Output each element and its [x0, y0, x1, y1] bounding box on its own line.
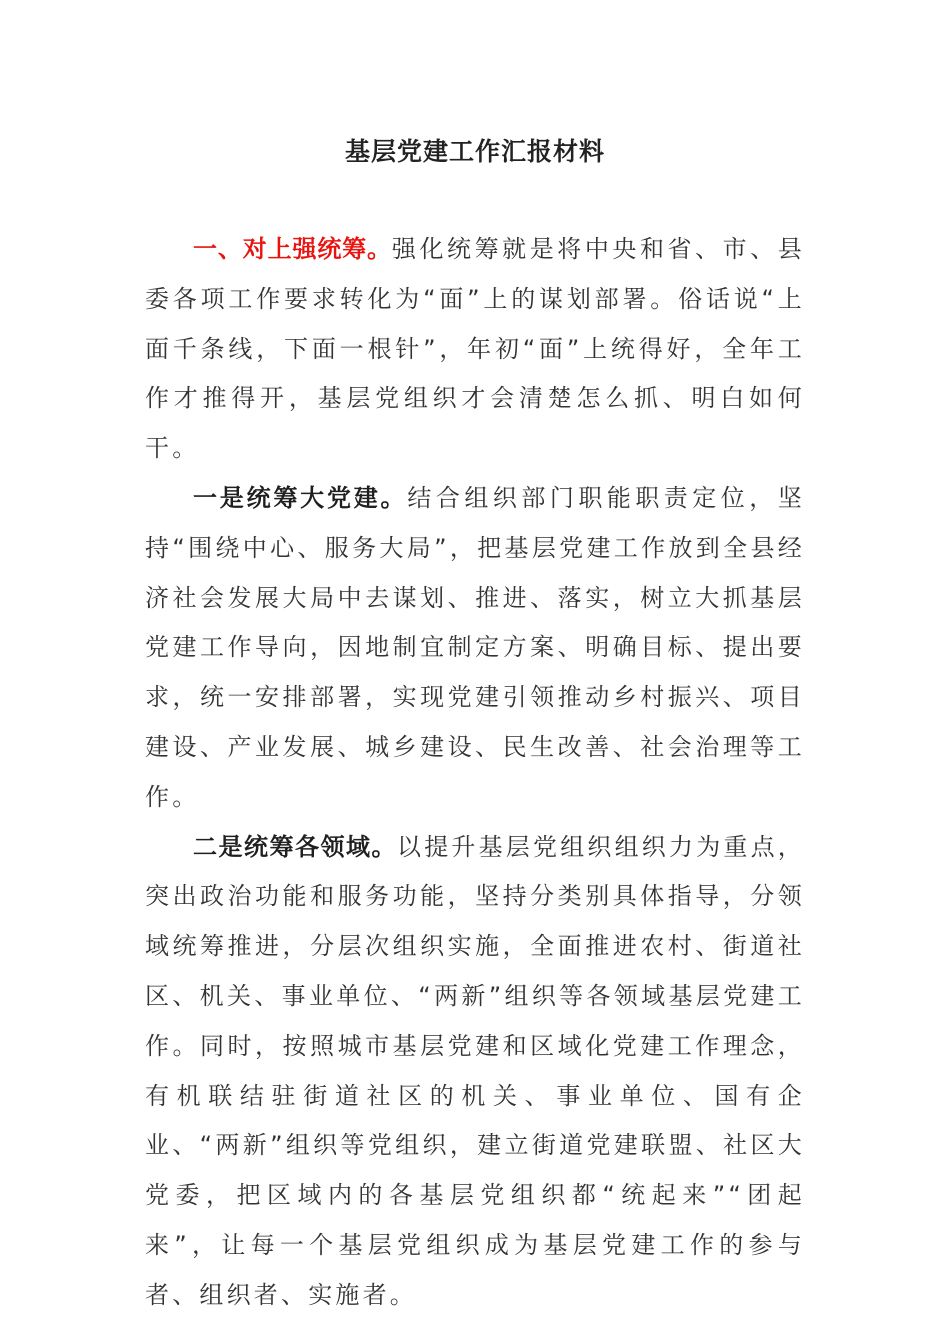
paragraph-text: 以提升基层党组织组织力为重点，突出政治功能和服务功能，坚持分类别具体指导，分领域统筹推进，分层次组织实施，全面推进农村、街道社区、机关、事业单位、“两新”组织等各领域基层党建工作。同时，按照城市基层党建和区域化党建工作理念，有机联结驻街道社区的机关、事业单位、国有企业、“两新”组织等党组织，建立街道党建联盟、社区大党委，把区域内的各基层党组织都“统起来”“团起来”，让每一个基层党组织成为基层党建工作的参与者、组织者、实施者。	[145, 832, 805, 1309]
paragraph-overall-planning	[145, 225, 805, 474]
section-heading-overall-planning: 一、对上强统筹。	[193, 235, 392, 263]
paragraph-text: 强化统筹就是将中央和省、市、县委各项工作要求转化为“面”上的谋划部署。俗话说“上面千条线，下面一根针”，年初“面”上统得好，全年工作才推得开，基层党组织才会清楚怎么抓、明白如何干。	[145, 235, 806, 463]
paragraph-party-building	[145, 474, 805, 823]
subheading-party-building: 一是统筹大党建。	[193, 483, 408, 512]
document-title: 基层党建工作汇报材料	[344, 137, 605, 166]
paragraph-text: 结合组织部门职能职责定位，坚持“围绕中心、服务大局”，把基层党建工作放到全县经济社会发展大局中去谋划、推进、落实，树立大抓基层党建工作导向，因地制宜制定方案、明确目标、提出要求，统一安排部署，实现党建引领推动乡村振兴、项目建设、产业发展、城乡建设、民生改善、社会治理等工作。	[145, 483, 805, 811]
document-body	[145, 225, 805, 1321]
paragraph-all-fields	[145, 823, 805, 1321]
subheading-all-fields: 二是统筹各领域。	[193, 832, 397, 861]
